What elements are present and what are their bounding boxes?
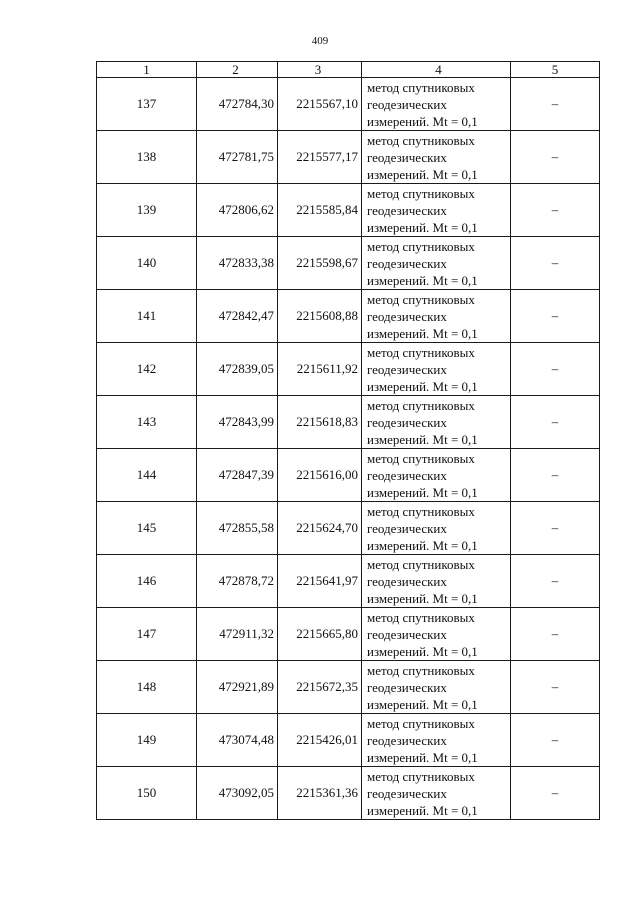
method-line: геодезических: [367, 361, 447, 377]
method-cell: [362, 290, 511, 343]
x-coordinate-cell: 473074,48: [197, 714, 278, 767]
y-coordinate-cell: 2215361,36: [278, 767, 362, 820]
column-header-3: 3: [278, 62, 362, 78]
method-line: измерений. Mt = 0,1: [367, 166, 478, 182]
table-row: [97, 396, 600, 449]
note-cell: –: [511, 502, 600, 555]
point-number-cell: 144: [97, 449, 197, 502]
method-line: измерений. Mt = 0,1: [367, 590, 478, 606]
method-line: геодезических: [367, 626, 447, 642]
method-line: геодезических: [367, 732, 447, 748]
table-row: [97, 714, 600, 767]
y-coordinate-cell: 2215618,83: [278, 396, 362, 449]
method-cell: [362, 78, 511, 131]
method-line: метод спутниковых: [367, 768, 475, 784]
method-line: измерений. Mt = 0,1: [367, 484, 478, 500]
x-coordinate-cell: 472911,32: [197, 608, 278, 661]
y-coordinate-cell: 2215616,00: [278, 449, 362, 502]
table-row: [97, 131, 600, 184]
point-number-cell: 148: [97, 661, 197, 714]
y-coordinate-cell: 2215426,01: [278, 714, 362, 767]
method-line: метод спутниковых: [367, 344, 475, 360]
method-line: измерений. Mt = 0,1: [367, 272, 478, 288]
method-line: геодезических: [367, 308, 447, 324]
y-coordinate-cell: 2215585,84: [278, 184, 362, 237]
method-line: измерений. Mt = 0,1: [367, 113, 478, 129]
x-coordinate-cell: 472843,99: [197, 396, 278, 449]
point-number-cell: 139: [97, 184, 197, 237]
method-line: метод спутниковых: [367, 132, 475, 148]
table-row: [97, 449, 600, 502]
method-line: измерений. Mt = 0,1: [367, 378, 478, 394]
note-cell: –: [511, 661, 600, 714]
method-cell: [362, 714, 511, 767]
point-number-cell: 150: [97, 767, 197, 820]
method-text: [367, 503, 510, 554]
y-coordinate-cell: 2215624,70: [278, 502, 362, 555]
method-cell: [362, 608, 511, 661]
x-coordinate-cell: 472855,58: [197, 502, 278, 555]
method-cell: [362, 237, 511, 290]
method-text: [367, 344, 510, 395]
method-line: метод спутниковых: [367, 397, 475, 413]
note-cell: –: [511, 396, 600, 449]
y-coordinate-cell: 2215577,17: [278, 131, 362, 184]
method-text: [367, 450, 510, 501]
y-coordinate-cell: 2215567,10: [278, 78, 362, 131]
table-row: [97, 184, 600, 237]
note-cell: –: [511, 449, 600, 502]
x-coordinate-cell: 472806,62: [197, 184, 278, 237]
method-line: геодезических: [367, 149, 447, 165]
method-line: геодезических: [367, 414, 447, 430]
method-line: метод спутниковых: [367, 556, 475, 572]
point-number-cell: 141: [97, 290, 197, 343]
note-cell: –: [511, 343, 600, 396]
column-header-1: 1: [97, 62, 197, 78]
method-line: метод спутниковых: [367, 609, 475, 625]
x-coordinate-cell: 472878,72: [197, 555, 278, 608]
table-row: [97, 661, 600, 714]
x-coordinate-cell: 472842,47: [197, 290, 278, 343]
table-row: [97, 343, 600, 396]
table-row: [97, 608, 600, 661]
column-header-2: 2: [197, 62, 278, 78]
method-line: геодезических: [367, 679, 447, 695]
method-text: [367, 291, 510, 342]
note-cell: –: [511, 608, 600, 661]
method-text: [367, 397, 510, 448]
method-line: метод спутниковых: [367, 503, 475, 519]
y-coordinate-cell: 2215608,88: [278, 290, 362, 343]
y-coordinate-cell: 2215641,97: [278, 555, 362, 608]
method-cell: [362, 555, 511, 608]
method-line: метод спутниковых: [367, 662, 475, 678]
note-cell: –: [511, 767, 600, 820]
method-cell: [362, 343, 511, 396]
page-number: 409: [311, 35, 329, 47]
column-header-4: 4: [362, 62, 511, 78]
method-line: метод спутниковых: [367, 450, 475, 466]
table-header: [97, 62, 600, 78]
y-coordinate-cell: 2215665,80: [278, 608, 362, 661]
method-line: геодезических: [367, 573, 447, 589]
method-line: геодезических: [367, 467, 447, 483]
method-text: [367, 715, 510, 766]
point-number-cell: 138: [97, 131, 197, 184]
method-text: [367, 609, 510, 660]
method-line: метод спутниковых: [367, 79, 475, 95]
method-text: [367, 768, 510, 819]
method-cell: [362, 184, 511, 237]
table-body: [97, 78, 600, 820]
coordinates-table: [96, 61, 600, 820]
method-line: метод спутниковых: [367, 238, 475, 254]
note-cell: –: [511, 290, 600, 343]
x-coordinate-cell: 472847,39: [197, 449, 278, 502]
table-row: [97, 237, 600, 290]
note-cell: –: [511, 78, 600, 131]
method-line: измерений. Mt = 0,1: [367, 749, 478, 765]
table-row: [97, 78, 600, 131]
table-row: [97, 502, 600, 555]
x-coordinate-cell: 472781,75: [197, 131, 278, 184]
column-header-5: 5: [511, 62, 600, 78]
method-line: измерений. Mt = 0,1: [367, 537, 478, 553]
x-coordinate-cell: 472839,05: [197, 343, 278, 396]
note-cell: –: [511, 714, 600, 767]
method-line: измерений. Mt = 0,1: [367, 431, 478, 447]
method-line: измерений. Mt = 0,1: [367, 643, 478, 659]
method-line: метод спутниковых: [367, 291, 475, 307]
method-line: измерений. Mt = 0,1: [367, 325, 478, 341]
point-number-cell: 142: [97, 343, 197, 396]
method-line: метод спутниковых: [367, 715, 475, 731]
table-row: [97, 555, 600, 608]
y-coordinate-cell: 2215672,35: [278, 661, 362, 714]
table-row: [97, 767, 600, 820]
y-coordinate-cell: 2215598,67: [278, 237, 362, 290]
header-row: [97, 62, 600, 78]
method-line: геодезических: [367, 96, 447, 112]
method-line: измерений. Mt = 0,1: [367, 802, 478, 818]
method-cell: [362, 767, 511, 820]
point-number-cell: 149: [97, 714, 197, 767]
note-cell: –: [511, 237, 600, 290]
method-cell: [362, 661, 511, 714]
point-number-cell: 143: [97, 396, 197, 449]
method-cell: [362, 502, 511, 555]
table-row: [97, 290, 600, 343]
method-text: [367, 185, 510, 236]
note-cell: –: [511, 555, 600, 608]
x-coordinate-cell: 472833,38: [197, 237, 278, 290]
method-cell: [362, 396, 511, 449]
point-number-cell: 140: [97, 237, 197, 290]
point-number-cell: 145: [97, 502, 197, 555]
method-text: [367, 79, 510, 130]
method-line: геодезических: [367, 202, 447, 218]
method-text: [367, 132, 510, 183]
method-line: геодезических: [367, 255, 447, 271]
x-coordinate-cell: 473092,05: [197, 767, 278, 820]
method-cell: [362, 131, 511, 184]
method-line: метод спутниковых: [367, 185, 475, 201]
method-text: [367, 662, 510, 713]
note-cell: –: [511, 131, 600, 184]
method-cell: [362, 449, 511, 502]
method-line: измерений. Mt = 0,1: [367, 696, 478, 712]
point-number-cell: 147: [97, 608, 197, 661]
method-text: [367, 556, 510, 607]
point-number-cell: 137: [97, 78, 197, 131]
method-line: геодезических: [367, 520, 447, 536]
method-line: геодезических: [367, 785, 447, 801]
method-line: измерений. Mt = 0,1: [367, 219, 478, 235]
x-coordinate-cell: 472784,30: [197, 78, 278, 131]
note-cell: –: [511, 184, 600, 237]
y-coordinate-cell: 2215611,92: [278, 343, 362, 396]
method-text: [367, 238, 510, 289]
x-coordinate-cell: 472921,89: [197, 661, 278, 714]
point-number-cell: 146: [97, 555, 197, 608]
